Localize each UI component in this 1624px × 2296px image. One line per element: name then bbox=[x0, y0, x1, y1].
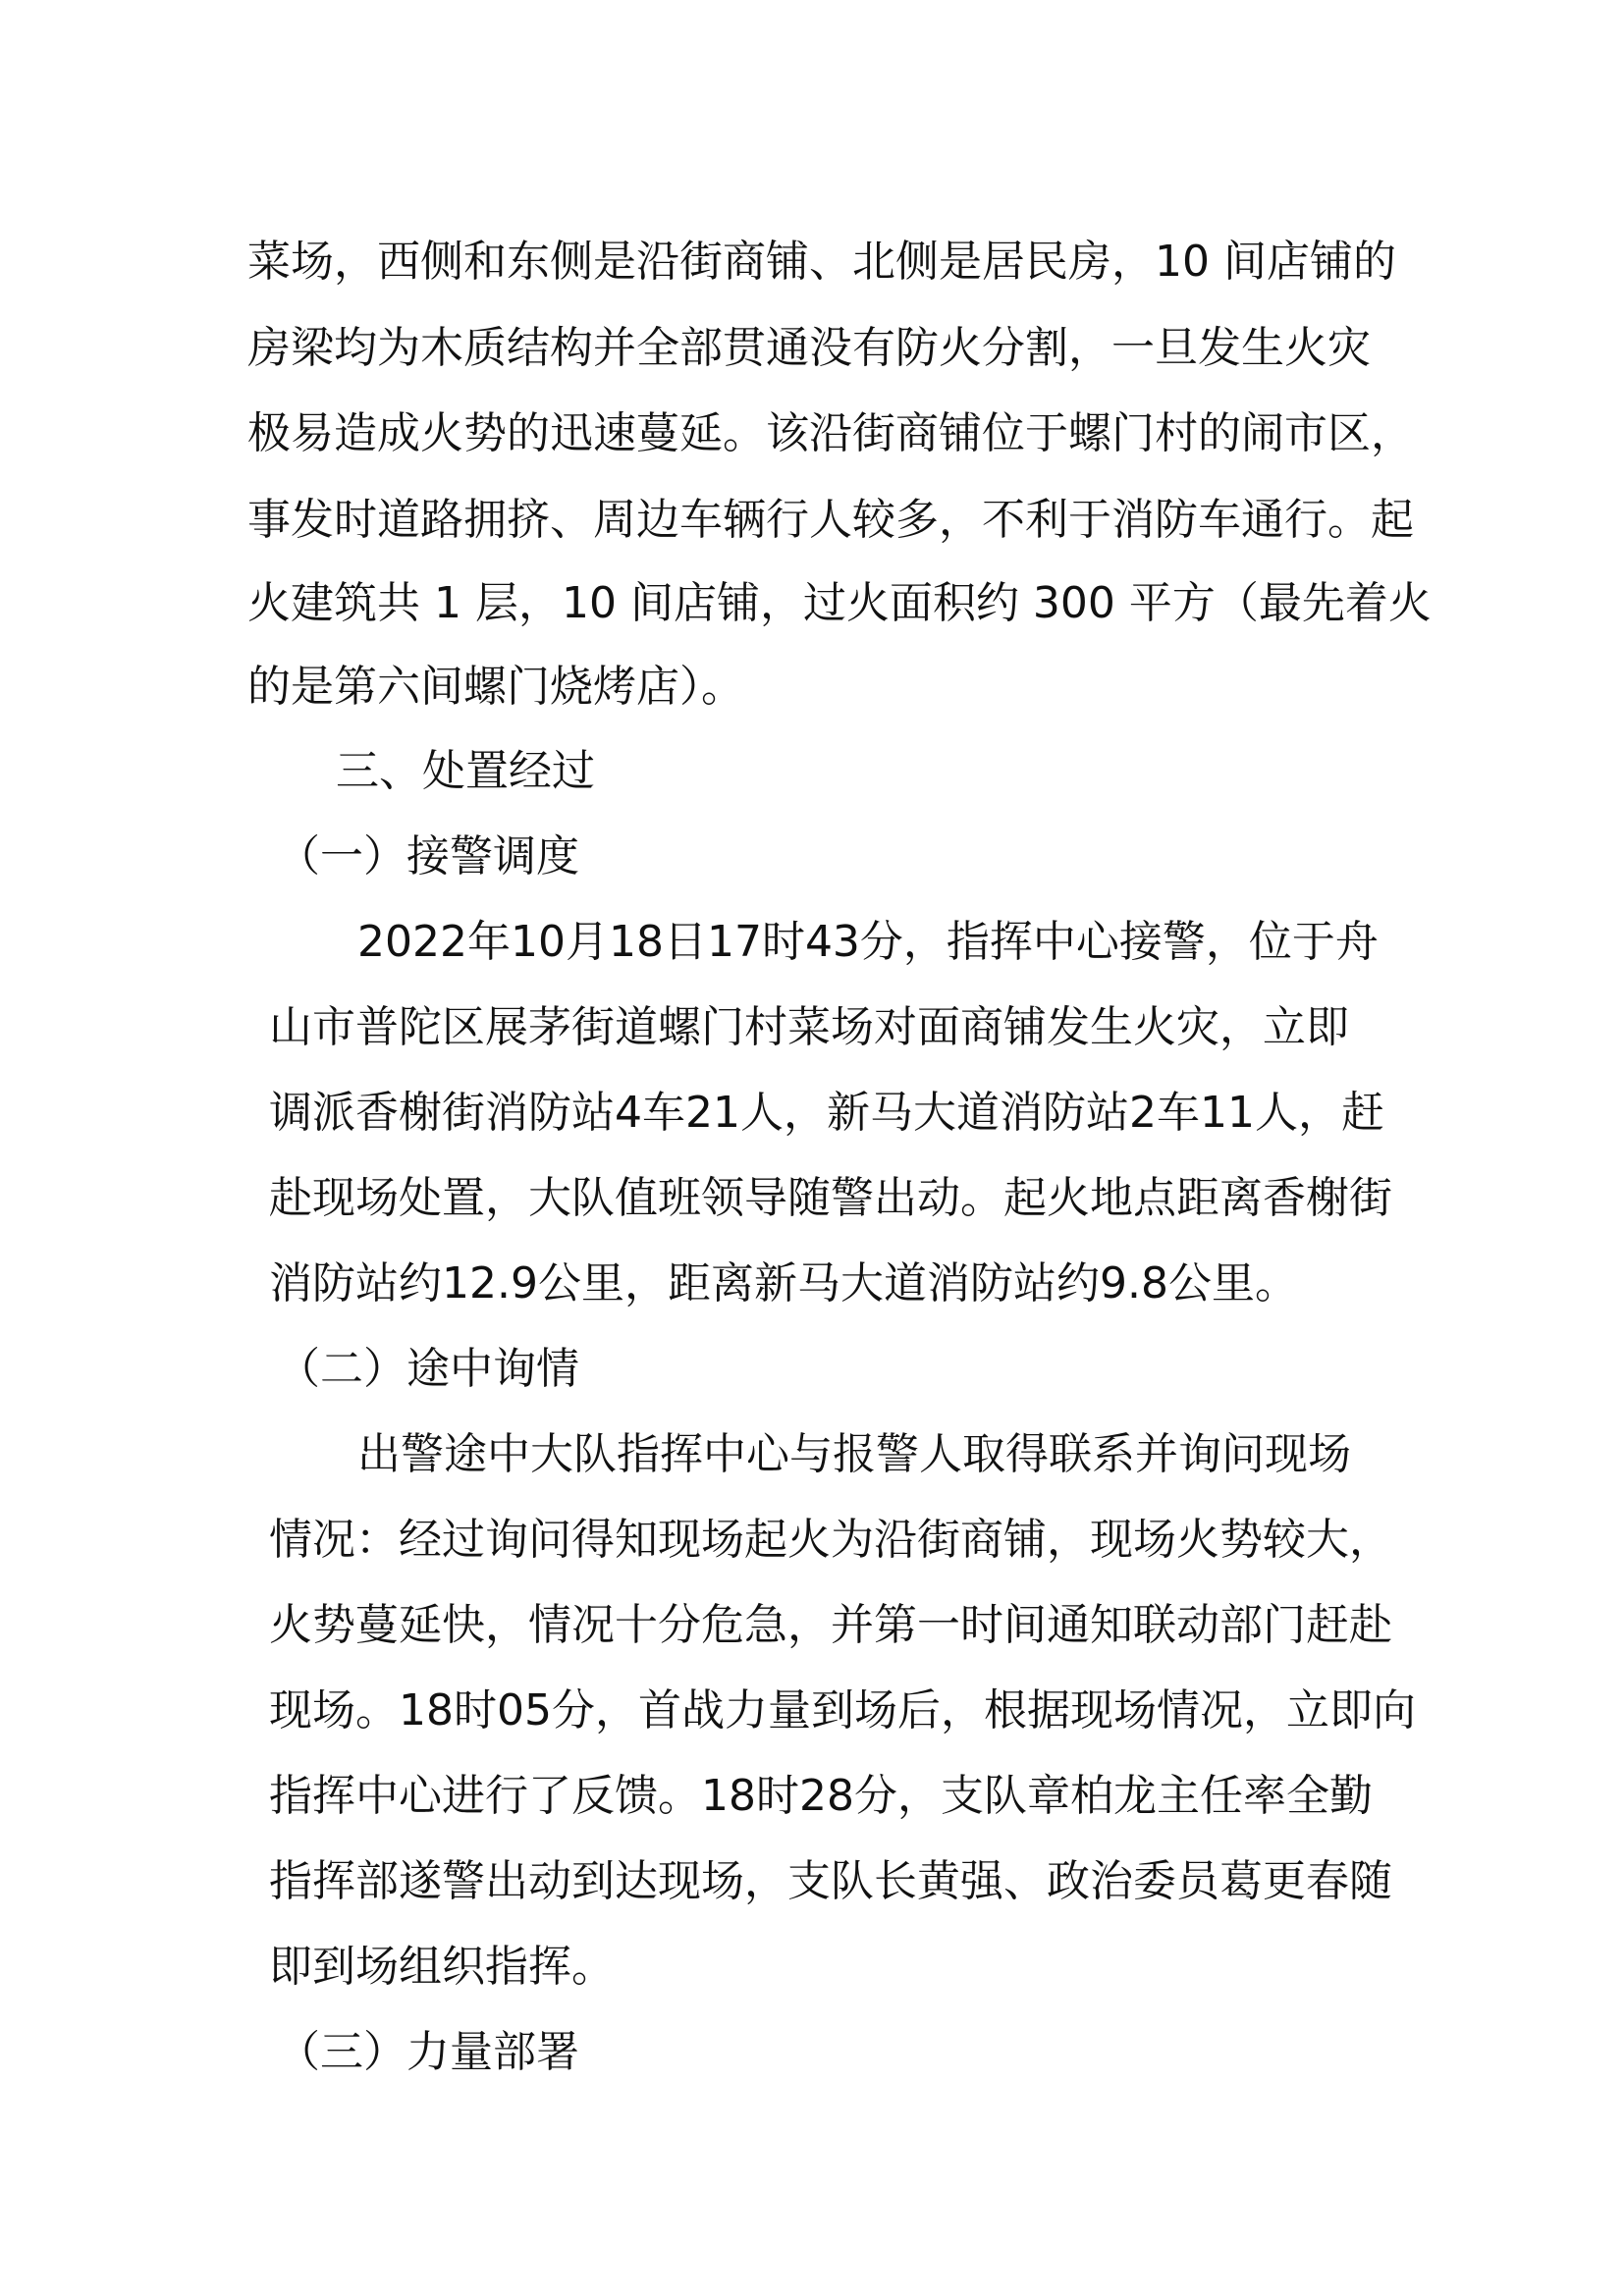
paragraph-line: 即到场组织指挥。 bbox=[269, 1942, 615, 1992]
paragraph-line: 调派香榭街消防站4车21人，新马大道消防站2车11人，赶 bbox=[269, 1088, 1384, 1138]
paragraph-line: 情况：经过询问得知现场起火为沿街商铺，现场火势较大， bbox=[269, 1515, 1392, 1565]
paragraph-line: 现场。18时05分，首战力量到场后，根据现场情况，立即向 bbox=[269, 1685, 1416, 1735]
section-heading: 三、处置经过 bbox=[336, 746, 595, 796]
paragraph-line: 事发时道路拥挤、周边车辆行人较多，不利于消防车通行。起 bbox=[247, 495, 1414, 545]
paragraph-line: 房梁均为木质结构并全部贯通没有防火分割，一旦发生火灾 bbox=[247, 323, 1371, 373]
paragraph-line: 的是第六间螺门烧烤店）。 bbox=[247, 662, 744, 712]
subsection-heading: （二）途中询情 bbox=[277, 1344, 579, 1394]
paragraph-line: 菜场，西侧和东侧是沿街商铺、北侧是居民房，10 间店铺的 bbox=[247, 237, 1396, 287]
paragraph-line: 赴现场处置，大队值班领导随警出动。起火地点距离香榭街 bbox=[269, 1173, 1392, 1223]
subsection-heading: （三）力量部署 bbox=[277, 2027, 579, 2077]
paragraph-line: 2022年10月18日17时43分，指挥中心接警，位于舟 bbox=[357, 917, 1379, 967]
paragraph-line: 消防站约12.9公里，距离新马大道消防站约9.8公里。 bbox=[269, 1258, 1298, 1308]
paragraph-line: 山市普陀区展茅街道螺门村菜场对面商铺发生火灾，立即 bbox=[269, 1002, 1349, 1052]
paragraph-line: 火势蔓延快，情况十分危急，并第一时间通知联动部门赶赴 bbox=[269, 1600, 1392, 1650]
subsection-heading: （一）接警调度 bbox=[277, 831, 579, 881]
paragraph-line: 指挥中心进行了反馈。18时28分，支队章柏龙主任率全勤 bbox=[269, 1771, 1373, 1821]
paragraph-line: 极易造成火势的迅速蔓延。该沿街商铺位于螺门村的闹市区， bbox=[247, 408, 1414, 458]
paragraph-line: 指挥部遂警出动到达现场，支队长黄强、政治委员葛更春随 bbox=[269, 1856, 1392, 1906]
paragraph-line: 火建筑共 1 层，10 间店铺，过火面积约 300 平方（最先着火 bbox=[247, 578, 1432, 628]
paragraph-line: 出警途中大队指挥中心与报警人取得联系并询问现场 bbox=[357, 1429, 1351, 1479]
